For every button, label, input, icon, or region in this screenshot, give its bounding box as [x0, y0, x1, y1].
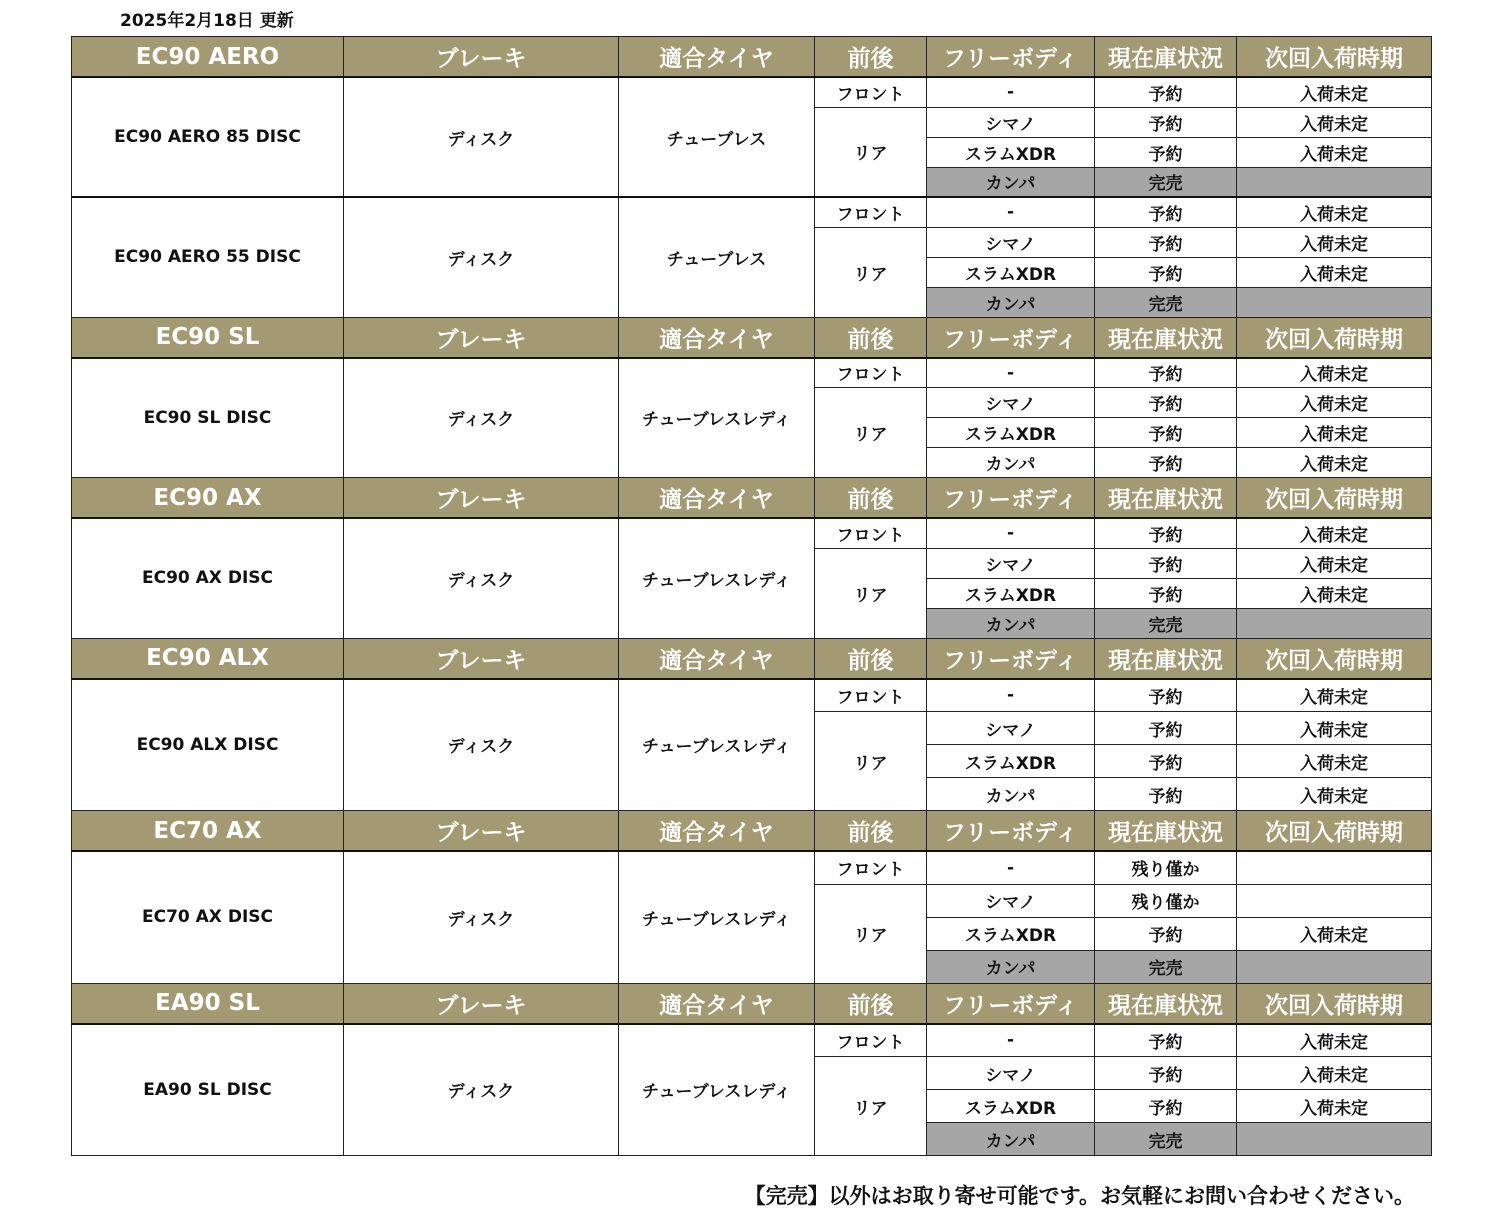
position-front: フロント [815, 851, 927, 884]
freebody-cell: - [927, 77, 1095, 107]
position-front: フロント [815, 518, 927, 548]
next-arrival-cell [1237, 851, 1432, 884]
table-row [72, 518, 1432, 548]
header-brake: ブレーキ [344, 811, 619, 852]
freebody-cell: カンパ [927, 950, 1095, 983]
header-position: 前後 [815, 478, 927, 519]
header-brake: ブレーキ [344, 638, 619, 679]
header-stock: 現在庫状況 [1095, 638, 1237, 679]
table-row [72, 851, 1432, 884]
stock-status-cell: 予約 [1095, 745, 1237, 778]
stock-status-cell: 予約 [1095, 712, 1237, 745]
header-position: 前後 [815, 37, 927, 78]
header-next: 次回入荷時期 [1237, 317, 1432, 358]
next-arrival-cell: 入荷未定 [1237, 418, 1432, 448]
group-title: EC90 AX [72, 478, 344, 519]
freebody-cell: シマノ [927, 227, 1095, 257]
stock-status-cell: 予約 [1095, 1057, 1237, 1090]
freebody-cell: カンパ [927, 167, 1095, 197]
header-freebody: フリーボディ [927, 983, 1095, 1024]
next-arrival-cell: 入荷未定 [1237, 1057, 1432, 1090]
header-tire: 適合タイヤ [619, 811, 815, 852]
group-title: EA90 SL [72, 983, 344, 1024]
brake-type: ディスク [344, 518, 619, 638]
position-rear: リア [815, 1057, 927, 1156]
next-arrival-cell [1237, 1123, 1432, 1156]
group-header-row [72, 37, 1432, 78]
header-tire: 適合タイヤ [619, 317, 815, 358]
model-name: EA90 SL DISC [72, 1024, 344, 1156]
freebody-cell: カンパ [927, 448, 1095, 478]
stock-status-cell: 予約 [1095, 388, 1237, 418]
next-arrival-cell: 入荷未定 [1237, 917, 1432, 950]
model-name: EC90 SL DISC [72, 358, 344, 478]
next-arrival-cell: 入荷未定 [1237, 257, 1432, 287]
header-tire: 適合タイヤ [619, 638, 815, 679]
stock-status-cell: 予約 [1095, 1090, 1237, 1123]
stock-status-cell: 予約 [1095, 77, 1237, 107]
freebody-cell: - [927, 1024, 1095, 1057]
freebody-cell: スラムXDR [927, 137, 1095, 167]
freebody-cell: シマノ [927, 107, 1095, 137]
update-date: 2025年2月18日 更新 [120, 11, 294, 31]
group-title: EC90 SL [72, 317, 344, 358]
next-arrival-cell: 入荷未定 [1237, 1090, 1432, 1123]
footer-note: 【完売】以外はお取り寄せ可能です。お気軽にお問い合わせください。 [744, 1184, 1415, 1208]
brake-type: ディスク [344, 358, 619, 478]
group-header-row [72, 811, 1432, 852]
model-name: EC70 AX DISC [72, 851, 344, 983]
stock-status-cell: 予約 [1095, 358, 1237, 388]
header-freebody: フリーボディ [927, 37, 1095, 78]
stock-status-cell: 残り僅か [1095, 884, 1237, 917]
freebody-cell: - [927, 197, 1095, 227]
next-arrival-cell: 入荷未定 [1237, 137, 1432, 167]
next-arrival-cell: 入荷未定 [1237, 548, 1432, 578]
position-front: フロント [815, 197, 927, 227]
brake-type: ディスク [344, 77, 619, 197]
stock-status-cell: 残り僅か [1095, 851, 1237, 884]
header-brake: ブレーキ [344, 478, 619, 519]
header-next: 次回入荷時期 [1237, 37, 1432, 78]
freebody-cell: カンパ [927, 287, 1095, 317]
header-next: 次回入荷時期 [1237, 983, 1432, 1024]
stock-status-cell: 予約 [1095, 578, 1237, 608]
next-arrival-cell: 入荷未定 [1237, 778, 1432, 811]
stock-status-cell: 予約 [1095, 548, 1237, 578]
freebody-cell: シマノ [927, 548, 1095, 578]
next-arrival-cell: 入荷未定 [1237, 358, 1432, 388]
stock-status-cell: 完売 [1095, 950, 1237, 983]
stock-status-cell: 予約 [1095, 1024, 1237, 1057]
next-arrival-cell: 入荷未定 [1237, 745, 1432, 778]
table-row [72, 679, 1432, 712]
stock-status-cell: 予約 [1095, 257, 1237, 287]
position-front: フロント [815, 358, 927, 388]
header-brake: ブレーキ [344, 37, 619, 78]
header-position: 前後 [815, 811, 927, 852]
next-arrival-cell [1237, 287, 1432, 317]
next-arrival-cell: 入荷未定 [1237, 679, 1432, 712]
next-arrival-cell: 入荷未定 [1237, 518, 1432, 548]
group-title: EC90 ALX [72, 638, 344, 679]
freebody-cell: - [927, 679, 1095, 712]
header-freebody: フリーボディ [927, 478, 1095, 519]
stock-status-cell: 予約 [1095, 227, 1237, 257]
position-front: フロント [815, 679, 927, 712]
stock-status-cell: 予約 [1095, 107, 1237, 137]
next-arrival-cell: 入荷未定 [1237, 448, 1432, 478]
stock-status-cell: 完売 [1095, 167, 1237, 197]
group-header-row [72, 983, 1432, 1024]
header-brake: ブレーキ [344, 983, 619, 1024]
header-stock: 現在庫状況 [1095, 478, 1237, 519]
next-arrival-cell: 入荷未定 [1237, 388, 1432, 418]
header-freebody: フリーボディ [927, 638, 1095, 679]
next-arrival-cell: 入荷未定 [1237, 77, 1432, 107]
freebody-cell: カンパ [927, 778, 1095, 811]
table-row [72, 358, 1432, 388]
header-stock: 現在庫状況 [1095, 811, 1237, 852]
position-rear: リア [815, 712, 927, 811]
group-title: EC70 AX [72, 811, 344, 852]
freebody-cell: スラムXDR [927, 418, 1095, 448]
freebody-cell: スラムXDR [927, 745, 1095, 778]
next-arrival-cell [1237, 167, 1432, 197]
table-row [72, 1024, 1432, 1057]
position-rear: リア [815, 227, 927, 317]
stock-status-cell: 予約 [1095, 137, 1237, 167]
tire-type: チューブレスレディ [619, 1024, 815, 1156]
group-header-row [72, 638, 1432, 679]
stock-status-cell: 完売 [1095, 608, 1237, 638]
brake-type: ディスク [344, 1024, 619, 1156]
freebody-cell: シマノ [927, 712, 1095, 745]
header-position: 前後 [815, 317, 927, 358]
group-header-row [72, 317, 1432, 358]
stock-status-cell: 予約 [1095, 448, 1237, 478]
tire-type: チューブレスレディ [619, 851, 815, 983]
header-next: 次回入荷時期 [1237, 638, 1432, 679]
next-arrival-cell: 入荷未定 [1237, 107, 1432, 137]
tire-type: チューブレスレディ [619, 679, 815, 811]
freebody-cell: シマノ [927, 1057, 1095, 1090]
header-position: 前後 [815, 983, 927, 1024]
next-arrival-cell [1237, 608, 1432, 638]
freebody-cell: - [927, 851, 1095, 884]
freebody-cell: カンパ [927, 1123, 1095, 1156]
header-next: 次回入荷時期 [1237, 478, 1432, 519]
next-arrival-cell [1237, 950, 1432, 983]
header-tire: 適合タイヤ [619, 478, 815, 519]
group-header-row [72, 478, 1432, 519]
stock-status-cell: 予約 [1095, 679, 1237, 712]
freebody-cell: - [927, 518, 1095, 548]
header-freebody: フリーボディ [927, 317, 1095, 358]
header-freebody: フリーボディ [927, 811, 1095, 852]
position-front: フロント [815, 77, 927, 107]
table-row [72, 77, 1432, 107]
header-tire: 適合タイヤ [619, 37, 815, 78]
position-rear: リア [815, 107, 927, 197]
stock-status-cell: 予約 [1095, 197, 1237, 227]
tire-type: チューブレス [619, 77, 815, 197]
brake-type: ディスク [344, 679, 619, 811]
header-tire: 適合タイヤ [619, 983, 815, 1024]
position-rear: リア [815, 884, 927, 983]
next-arrival-cell: 入荷未定 [1237, 578, 1432, 608]
stock-status-cell: 予約 [1095, 518, 1237, 548]
stock-status-cell: 完売 [1095, 1123, 1237, 1156]
stock-status-cell: 完売 [1095, 287, 1237, 317]
header-stock: 現在庫状況 [1095, 37, 1237, 78]
freebody-cell: スラムXDR [927, 578, 1095, 608]
next-arrival-cell: 入荷未定 [1237, 1024, 1432, 1057]
position-front: フロント [815, 1024, 927, 1057]
header-next: 次回入荷時期 [1237, 811, 1432, 852]
freebody-cell: スラムXDR [927, 917, 1095, 950]
freebody-cell: スラムXDR [927, 257, 1095, 287]
brake-type: ディスク [344, 197, 619, 317]
freebody-cell: カンパ [927, 608, 1095, 638]
header-brake: ブレーキ [344, 317, 619, 358]
position-rear: リア [815, 548, 927, 638]
brake-type: ディスク [344, 851, 619, 983]
next-arrival-cell: 入荷未定 [1237, 712, 1432, 745]
next-arrival-cell: 入荷未定 [1237, 227, 1432, 257]
freebody-cell: シマノ [927, 884, 1095, 917]
next-arrival-cell: 入荷未定 [1237, 197, 1432, 227]
header-position: 前後 [815, 638, 927, 679]
header-stock: 現在庫状況 [1095, 983, 1237, 1024]
stock-status-cell: 予約 [1095, 418, 1237, 448]
model-name: EC90 AX DISC [72, 518, 344, 638]
freebody-cell: スラムXDR [927, 1090, 1095, 1123]
group-title: EC90 AERO [72, 37, 344, 78]
next-arrival-cell [1237, 884, 1432, 917]
tire-type: チューブレスレディ [619, 358, 815, 478]
tire-type: チューブレス [619, 197, 815, 317]
stock-status-cell: 予約 [1095, 778, 1237, 811]
header-stock: 現在庫状況 [1095, 317, 1237, 358]
table-row [72, 197, 1432, 227]
position-rear: リア [815, 388, 927, 478]
freebody-cell: シマノ [927, 388, 1095, 418]
stock-status-cell: 予約 [1095, 917, 1237, 950]
freebody-cell: - [927, 358, 1095, 388]
model-name: EC90 AERO 85 DISC [72, 77, 344, 197]
stock-table [71, 36, 1432, 1156]
tire-type: チューブレスレディ [619, 518, 815, 638]
model-name: EC90 ALX DISC [72, 679, 344, 811]
model-name: EC90 AERO 55 DISC [72, 197, 344, 317]
